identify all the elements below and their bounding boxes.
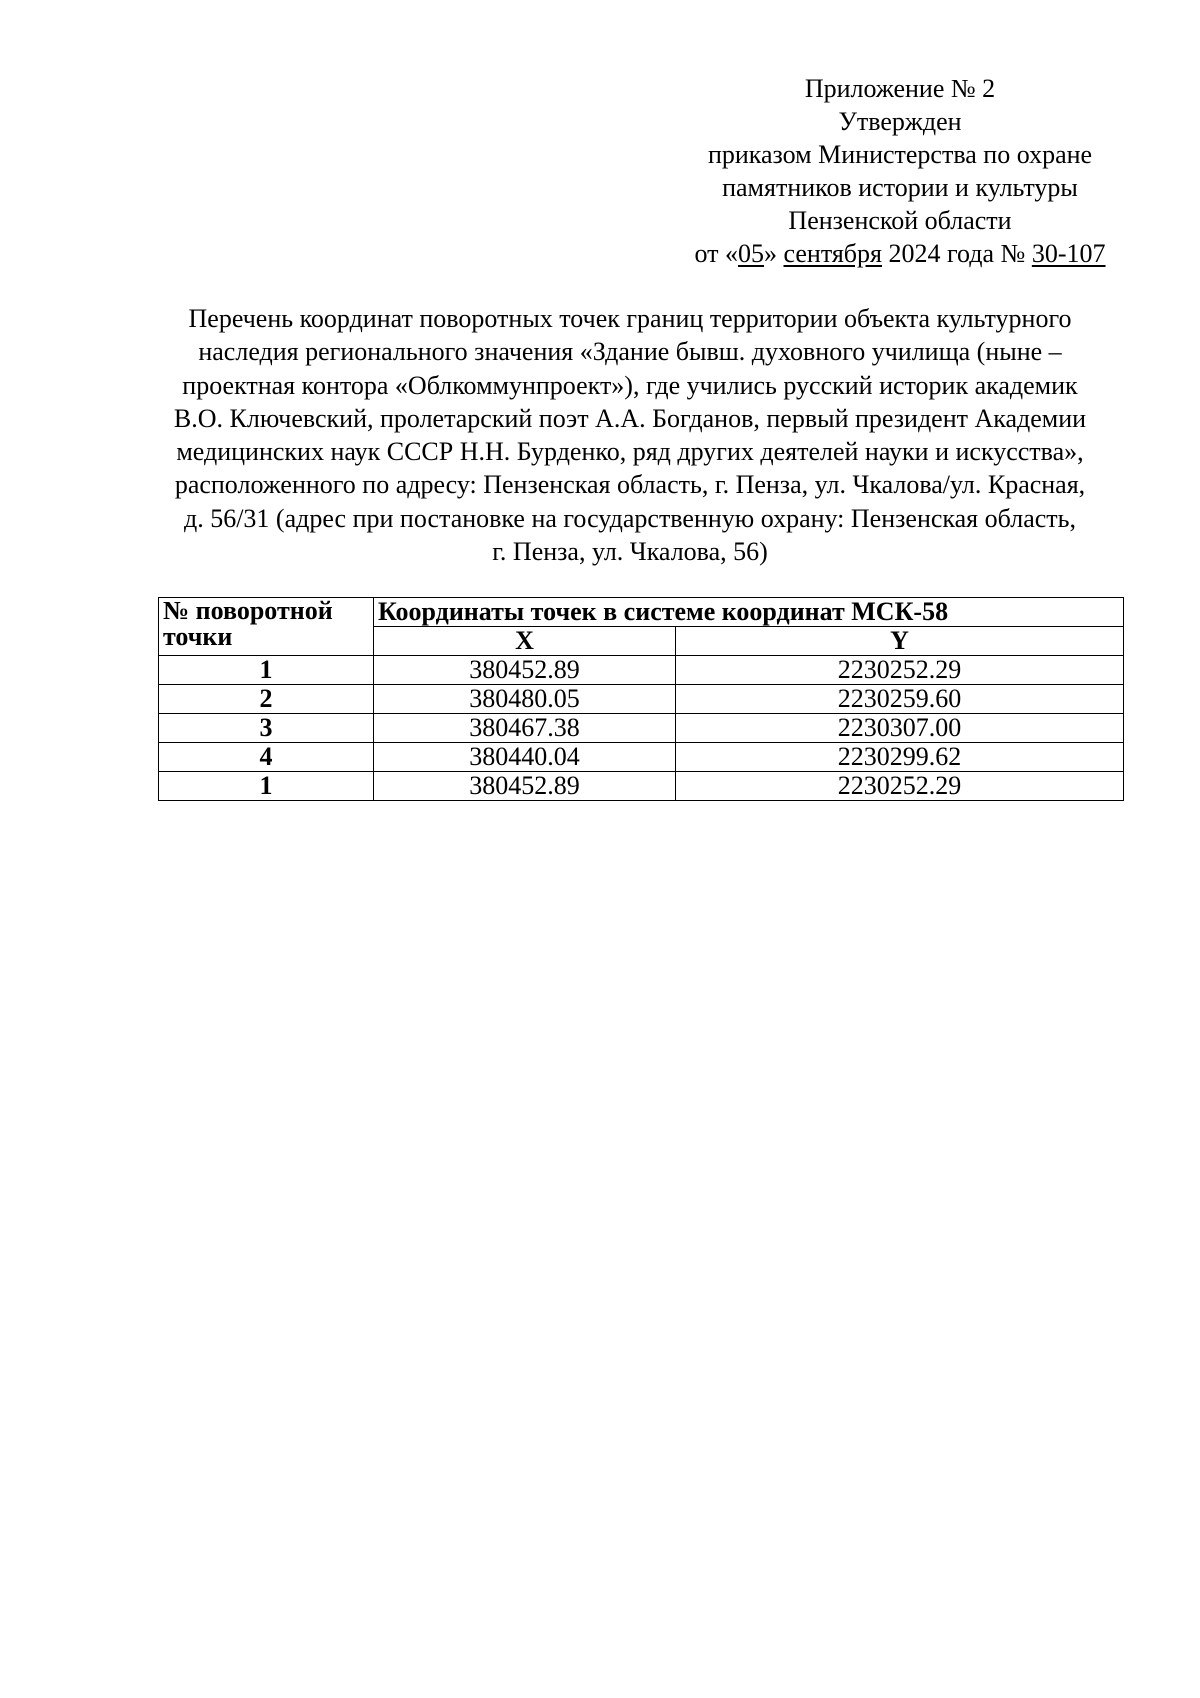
table-row <box>159 656 1124 685</box>
coordinates-table <box>158 597 1124 801</box>
table-row <box>159 714 1124 743</box>
order-date-line <box>660 237 1140 270</box>
appendix-number: Приложение № 2 <box>804 74 996 103</box>
header-point-number <box>159 598 374 656</box>
header-coordinates: Координаты точек в системе координат МСК-58 <box>374 598 1124 627</box>
document-title <box>140 302 1120 568</box>
title-line: д. 56/31 (адрес при постановке на государственную охрану: Пензенская область, <box>183 503 1076 533</box>
title-line: расположенного по адресу: Пензенская область, г. Пенза, ул. Чкалова/ул. Красная, <box>174 470 1086 500</box>
date-month: сентября <box>783 239 882 268</box>
table-header-row <box>159 598 1124 627</box>
y-value: 2230252.29 <box>676 656 1124 685</box>
date-day: 05 <box>738 239 765 268</box>
approval-block <box>660 72 1140 270</box>
header-y: Y <box>676 627 1124 656</box>
title-line: В.О. Ключевский, пролетарский поэт А.А. Богданов, первый президент Академии <box>173 403 1087 433</box>
point-number: 1 <box>159 656 374 685</box>
title-line: Перечень координат поворотных точек границ территории объекта культурного <box>188 304 1072 333</box>
date-year: 2024 года № <box>882 239 1032 268</box>
title-line: медицинских наук СССР Н.Н. Бурденко, ряд других деятелей науки и искусства», <box>176 437 1084 467</box>
point-number: 2 <box>159 685 374 714</box>
y-value: 2230252.29 <box>676 772 1124 801</box>
header-point-line-1: № поворотной <box>163 596 333 625</box>
x-value: 380452.89 <box>374 656 676 685</box>
title-line: г. Пенза, ул. Чкалова, 56) <box>492 537 768 567</box>
x-value: 380440.04 <box>374 743 676 772</box>
table-row <box>159 772 1124 801</box>
y-value: 2230299.62 <box>676 743 1124 772</box>
point-number: 4 <box>159 743 374 772</box>
point-number: 3 <box>159 714 374 743</box>
x-value: 380467.38 <box>374 714 676 743</box>
order-number: 30-107 <box>1031 239 1106 268</box>
order-line-3: Пензенской области <box>788 206 1012 235</box>
header-point-line-2: точки <box>163 622 233 651</box>
date-sep: » <box>764 239 784 268</box>
order-line-2: памятников истории и культуры <box>722 173 1078 202</box>
x-value: 380452.89 <box>374 772 676 801</box>
order-line-1: приказом Министерства по охране <box>707 140 1093 169</box>
date-prefix: от « <box>694 239 739 268</box>
x-value: 380480.05 <box>374 685 676 714</box>
approved-label: Утвержден <box>838 107 962 136</box>
table-row <box>159 685 1124 714</box>
table-row <box>159 743 1124 772</box>
title-line: наследия регионального значения «Здание бывш. духовного училища (ныне – <box>198 337 1062 367</box>
y-value: 2230259.60 <box>676 685 1124 714</box>
point-number: 1 <box>159 772 374 801</box>
title-line: проектная контора «Облкоммунпроект»), где учились русский историк академик <box>182 370 1078 400</box>
header-x: X <box>374 627 676 656</box>
y-value: 2230307.00 <box>676 714 1124 743</box>
